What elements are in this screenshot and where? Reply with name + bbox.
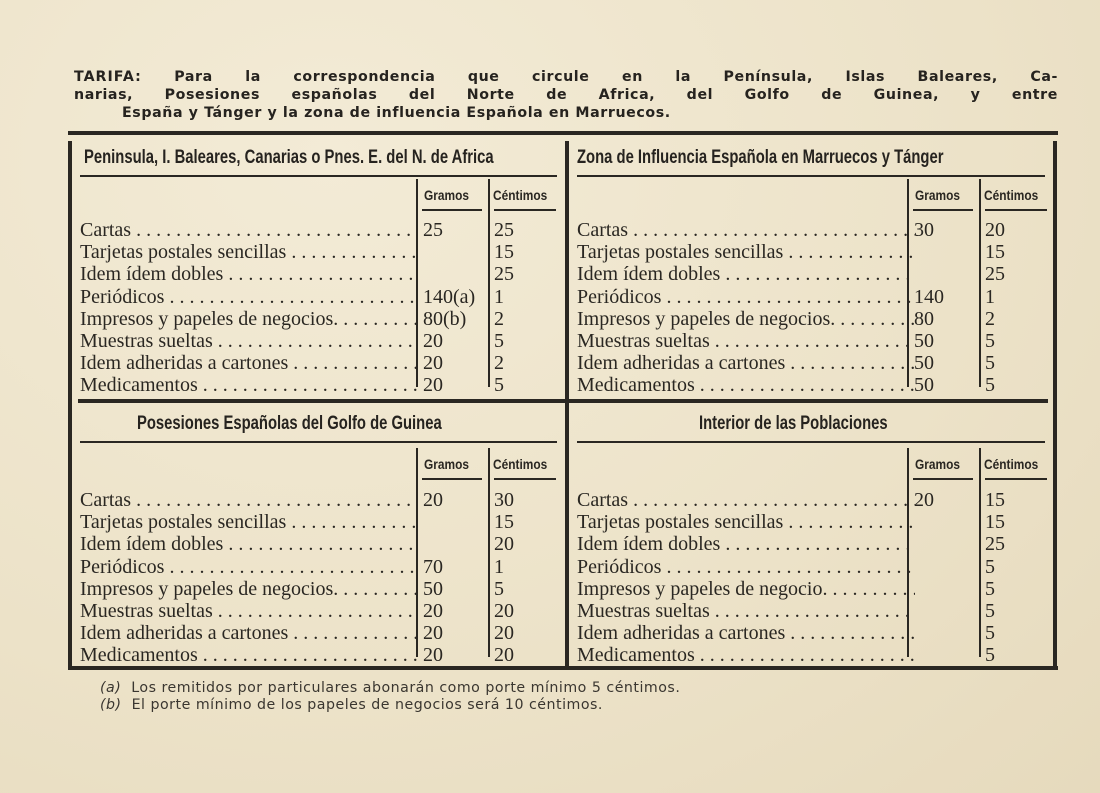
row-centimos: 20 (494, 600, 514, 622)
gramos-header-line (913, 478, 973, 480)
row-gramos: 70 (423, 555, 443, 578)
row-centimos: 5 (985, 352, 995, 375)
row-centimos: 25 (494, 219, 514, 241)
row-centimos: 5 (494, 577, 504, 600)
row-gramos: 20 (423, 489, 443, 511)
gramos-header: Gramos (424, 456, 469, 472)
table-row (80, 578, 561, 600)
right-rule (1053, 141, 1057, 667)
row-centimos: 5 (985, 622, 995, 645)
table-row (577, 622, 1049, 644)
row-gramos: 80(b) (423, 307, 467, 330)
row-item-name: Idem adheridas a cartones . . . (577, 622, 915, 644)
table-row (80, 308, 561, 330)
row-gramos: 50 (914, 330, 934, 352)
footnote-b-text: El porte mínimo de los papeles de negocios será 10 céntimos. (131, 697, 603, 713)
footnote-b (100, 697, 603, 713)
row-item-name: Muestras sueltas . . . (80, 330, 418, 352)
gramos-header: Gramos (915, 456, 960, 472)
row-gramos: 20 (423, 352, 443, 375)
row-centimos: 5 (985, 644, 995, 667)
table-row (80, 622, 561, 644)
row-item-name: Cartas . . . (80, 219, 418, 241)
row-gramos: 20 (423, 622, 443, 645)
centimos-header: Céntimos (493, 187, 548, 203)
table-row (577, 330, 1049, 352)
row-gramos: 25 (423, 219, 443, 241)
row-centimos: 1 (494, 555, 504, 578)
row-item-name: Idem ídem dobles . . . (80, 263, 418, 285)
section-title: Peninsula, I. Baleares, Canarias o Pnes. E. del N. de Africa (84, 147, 494, 168)
row-centimos: 15 (494, 241, 514, 264)
tariff-frame (68, 131, 1058, 671)
row-item-name: Idem ídem dobles . . . (577, 533, 915, 555)
title-underline (80, 175, 557, 177)
row-item-name: Periódicos . . . (80, 556, 418, 578)
centimos-header-line (494, 209, 556, 211)
table-row (577, 511, 1049, 533)
table-row (80, 533, 561, 555)
centimos-header: Céntimos (984, 456, 1039, 472)
table-row (577, 263, 1049, 285)
section-title: Zona de Influencia Española en Marruecos y Tánger (577, 147, 944, 168)
gramos-header-line (913, 209, 973, 211)
table-row (577, 533, 1049, 555)
row-centimos: 15 (494, 511, 514, 534)
table-row (577, 241, 1049, 263)
row-centimos: 20 (494, 622, 514, 645)
row-centimos: 15 (985, 241, 1005, 264)
table-peninsula (72, 131, 565, 399)
row-item-name: Idem ídem dobles . . . (80, 533, 418, 555)
row-gramos: 140 (914, 285, 944, 308)
gramos-header-line (422, 209, 482, 211)
row-centimos: 2 (494, 352, 504, 375)
row-item-name: Tarjetas postales sencillas . . . (80, 241, 418, 263)
row-centimos: 25 (985, 263, 1005, 286)
table-row (80, 556, 561, 578)
row-item-name: Medicamentos . . . (577, 644, 915, 666)
row-centimos: 20 (494, 533, 514, 556)
centimos-header-line (985, 209, 1047, 211)
row-item-name: Muestras sueltas . . . (577, 600, 915, 622)
centimos-header: Céntimos (493, 456, 548, 472)
row-centimos: 5 (494, 374, 504, 397)
centimos-header: Céntimos (984, 187, 1039, 203)
table-row (577, 352, 1049, 374)
row-centimos: 5 (985, 577, 995, 600)
row-item-name: Cartas . . . (80, 489, 418, 511)
row-item-name: Medicamentos . . . (80, 374, 418, 396)
heading-lead: TARIFA: (74, 69, 142, 85)
row-centimos: 25 (985, 533, 1005, 556)
row-centimos: 5 (985, 555, 995, 578)
row-centimos: 20 (985, 219, 1005, 241)
row-item-name: Tarjetas postales sencillas . . . (577, 241, 915, 263)
title-underline (577, 175, 1045, 177)
table-row (577, 578, 1049, 600)
row-item-name: Periódicos . . . (577, 556, 915, 578)
table-row (577, 286, 1049, 308)
section-title: Interior de las Poblaciones (699, 413, 888, 434)
row-centimos: 15 (985, 489, 1005, 511)
table-row (80, 263, 561, 285)
row-item-name: Muestras sueltas . . . (80, 600, 418, 622)
row-item-name: Cartas . . . (577, 489, 915, 511)
footnote-b-mark: (b) (100, 697, 122, 713)
row-item-name: Periódicos . . . (80, 286, 418, 308)
row-gramos: 50 (914, 374, 934, 397)
row-centimos: 5 (985, 600, 995, 622)
row-centimos: 5 (494, 330, 504, 352)
table-row (80, 600, 561, 622)
row-centimos: 15 (985, 511, 1005, 534)
table-row (577, 556, 1049, 578)
row-gramos: 20 (423, 374, 443, 397)
table-row (577, 600, 1049, 622)
row-item-name: Cartas . . . (577, 219, 915, 241)
table-row (80, 644, 561, 666)
section-title: Posesiones Españolas del Golfo de Guinea (137, 413, 442, 434)
gramos-header: Gramos (915, 187, 960, 203)
row-item-name: Idem adheridas a cartones . . . (577, 352, 915, 374)
row-centimos: 5 (985, 374, 995, 397)
row-gramos: 140(a) (423, 285, 476, 308)
row-gramos: 50 (914, 352, 934, 375)
table-guinea (72, 401, 565, 669)
centimos-header-line (494, 478, 556, 480)
row-item-name: Idem adheridas a cartones . . . (80, 622, 418, 644)
row-gramos: 20 (423, 600, 443, 622)
row-gramos: 30 (914, 219, 934, 241)
title-underline (80, 441, 557, 443)
table-interior (569, 401, 1053, 669)
table-row (577, 489, 1049, 511)
row-gramos: 20 (914, 489, 934, 511)
row-gramos: 20 (423, 644, 443, 667)
heading-line-3: España y Tánger y la zona de influencia Española en Marruecos. (122, 105, 671, 121)
row-centimos: 20 (494, 644, 514, 667)
table-row (80, 511, 561, 533)
row-item-name: Tarjetas postales sencillas . . . (80, 511, 418, 533)
table-row (577, 219, 1049, 241)
centimos-header-line (985, 478, 1047, 480)
row-item-name: Medicamentos . . . (577, 374, 915, 396)
table-marruecos (569, 131, 1053, 399)
row-gramos: 20 (423, 330, 443, 352)
table-row (80, 374, 561, 396)
gramos-header: Gramos (424, 187, 469, 203)
row-centimos: 2 (985, 307, 995, 330)
title-underline (577, 441, 1045, 443)
row-item-name: Impresos y papeles de negocios. . . . (80, 578, 418, 600)
footnote-a-text: Los remitidos por particulares abonarán como porte mínimo 5 céntimos. (131, 680, 681, 696)
heading-line-1: Para la correspondencia que circule en la Península, Islas Baleares, Ca- (174, 69, 1058, 85)
row-centimos: 25 (494, 263, 514, 286)
table-row (577, 374, 1049, 396)
row-item-name: Idem adheridas a cartones . . . (80, 352, 418, 374)
row-centimos: 1 (494, 285, 504, 308)
row-centimos: 5 (985, 330, 995, 352)
row-centimos: 2 (494, 307, 504, 330)
row-centimos: 30 (494, 489, 514, 511)
footnote-a (100, 680, 680, 696)
table-row (80, 241, 561, 263)
table-row (80, 330, 561, 352)
table-row (577, 308, 1049, 330)
row-item-name: Idem ídem dobles . . . (577, 263, 915, 285)
footnote-a-mark: (a) (100, 680, 122, 696)
row-item-name: Periódicos . . . (577, 286, 915, 308)
row-item-name: Impresos y papeles de negocios. . . . (80, 308, 418, 330)
row-item-name: Impresos y papeles de negocio. . . . (577, 578, 915, 600)
row-centimos: 1 (985, 285, 995, 308)
row-item-name: Medicamentos . . . (80, 644, 418, 666)
row-item-name: Tarjetas postales sencillas . . . (577, 511, 915, 533)
row-gramos: 80 (914, 307, 934, 330)
gramos-header-line (422, 478, 482, 480)
heading-line-2: narias, Posesiones españolas del Norte de Africa, del Golfo de Guinea, y entre (74, 87, 1058, 103)
tariff-heading (74, 68, 1058, 122)
row-item-name: Muestras sueltas . . . (577, 330, 915, 352)
table-row (80, 219, 561, 241)
table-row (577, 644, 1049, 666)
table-row (80, 286, 561, 308)
row-gramos: 50 (423, 577, 443, 600)
table-row (80, 352, 561, 374)
table-row (80, 489, 561, 511)
row-item-name: Impresos y papeles de negocios. . . . (577, 308, 915, 330)
